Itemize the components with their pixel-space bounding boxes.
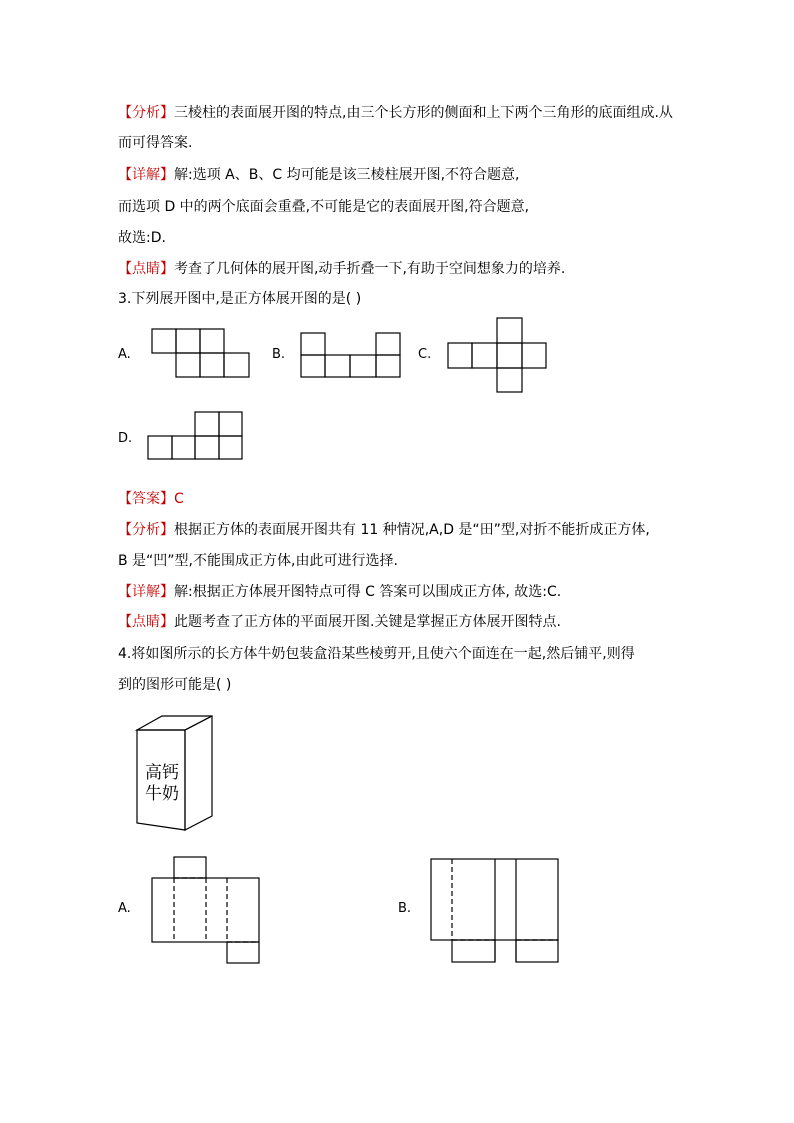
q4-net-a [152,857,259,963]
q3-answer-value: C [174,491,184,507]
detail-text: 解:选项 A、B、C 均可能是该三棱柱展开图,不符合题意, [174,167,520,183]
q4-net-b [431,859,558,962]
q3-analysis-line-1 [118,521,650,539]
q3-analysis-tag: 【分析】 [118,522,174,538]
milk-box-label-line-2: 牛奶 [145,784,179,804]
q3-analysis-line-2: B 是“凹”型,不能围成正方体,由此可进行选择. [118,553,398,569]
q3-option-a-label: A. [118,347,131,362]
comment-text: 考查了几何体的展开图,动手折叠一下,有助于空间想象力的培养. [174,261,566,277]
q3-net-d [148,412,242,459]
q3-option-c-label: C. [418,347,432,362]
q3-option-d-label: D. [118,431,133,446]
milk-box-label [140,763,184,805]
q4-option-a-label: A. [118,901,131,916]
q3-net-b [301,333,400,377]
question-3: 3.下列展开图中,是正方体展开图的是( ) [118,291,362,307]
q3-net-c [448,318,546,392]
question-4-line-1: 4.将如图所示的长方体牛奶包装盒沿某些棱剪开,且使六个面连在一起,然后铺平,则得 [118,646,635,662]
q3-detail-tag: 【详解】 [118,584,174,600]
detail-line-3: 故选:D. [118,230,166,246]
comment-tag: 【点睛】 [118,261,174,277]
q3-detail-text: 解:根据正方体展开图特点可得 C 答案可以围成正方体, 故选:C. [174,584,562,600]
q3-answer-tag: 【答案】 [118,491,174,507]
q3-net-a [152,329,249,377]
detail-tag: 【详解】 [118,167,174,183]
analysis-text: 三棱柱的表面展开图的特点,由三个长方形的侧面和上下两个三角形的底面组成.从 [174,105,673,121]
question-4-line-2: 到的图形可能是( ) [118,677,232,693]
q3-comment-line [118,613,561,631]
q3-comment-tag: 【点睛】 [118,614,174,630]
milk-box-label-line-1: 高钙 [145,763,179,783]
q3-detail-line [118,583,561,601]
analysis-tag: 【分析】 [118,105,174,121]
q4-option-b-label: B. [398,901,412,916]
q3-comment-text: 此题考查了正方体的平面展开图.关键是掌握正方体展开图特点. [174,614,561,630]
analysis-line-2: 而可得答案. [118,135,193,151]
q3-option-b-label: B. [272,347,286,362]
detail-line-2: 而选项 D 中的两个底面会重叠,不可能是它的表面展开图,符合题意, [118,199,530,215]
q3-answer-line [118,490,184,508]
q3-analysis-text: 根据正方体的表面展开图共有 11 种情况,A,D 是“田”型,对折不能折成正方体, [174,522,650,538]
